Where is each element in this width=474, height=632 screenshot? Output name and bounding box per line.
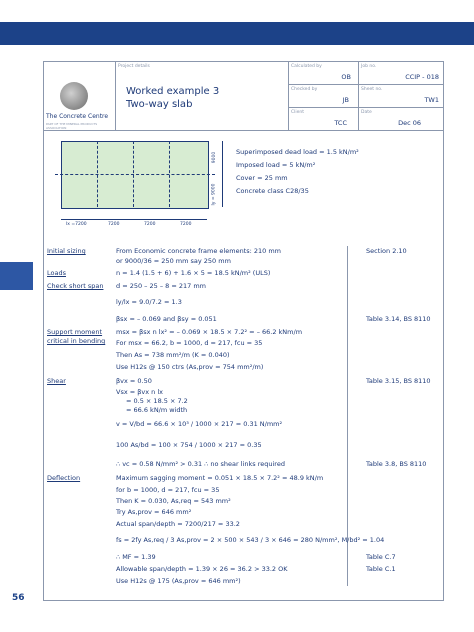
calc-line: or 9000/36 = 250 mm say 250 mm <box>116 257 231 265</box>
calc-line: = 0.5 × 18.5 × 7.2 <box>126 397 188 405</box>
calc-line: v = V/bd = 66.6 × 10³ / 1000 × 217 = 0.31 N/mm² <box>116 420 283 428</box>
calculated-by-label: Calculated by <box>291 64 322 69</box>
calc-line: Then K = 0.030, As,req = 543 mm² <box>116 497 231 505</box>
page-number: 56 <box>12 593 25 603</box>
date-value: Dec 06 <box>398 119 421 127</box>
note-line: Cover = 25 mm <box>236 174 288 182</box>
checked-by-value: JB <box>342 96 349 104</box>
calc-line: From Economic concrete frame elements: 210 mm <box>116 247 282 255</box>
date-label: Date <box>361 110 372 115</box>
section-label: Support moment critical in bending <box>47 328 106 345</box>
calc-line: For msx = 66.2, b = 1000, d = 217, fcu = 35 <box>116 339 263 347</box>
section-label: Deflection <box>47 474 81 482</box>
header-divider <box>288 107 443 108</box>
job-no-label: Job no. <box>361 64 377 69</box>
calc-line: Vsx = βvx n lx <box>116 388 164 396</box>
calc-line: βvx = 0.50 <box>116 377 152 385</box>
header-divider <box>115 61 116 130</box>
side-tab <box>0 262 33 290</box>
reference-column-divider <box>347 246 348 586</box>
reference: Section 2.10 <box>366 247 407 255</box>
reference: Table 3.15, BS 8110 <box>366 377 431 385</box>
section-label: Check short span <box>47 282 104 290</box>
reference: Table 3.14, BS 8110 <box>366 315 431 323</box>
job-no-value: CCIP - 018 <box>405 73 439 81</box>
client-value: TCC <box>334 119 347 127</box>
dim-x-3: 7200 <box>144 222 156 227</box>
calc-line: Maximum sagging moment = 0.051 × 18.5 × 7.2² = 48.9 kN/m <box>116 474 324 482</box>
calc-line: Try As,prov = 646 mm² <box>116 508 192 516</box>
section-label: Loads <box>47 269 66 277</box>
header-divider <box>288 61 289 130</box>
header-divider <box>358 61 359 130</box>
calc-line: Actual span/depth = 7200/217 = 33.2 <box>116 520 240 528</box>
dim-y-1: 9000 <box>212 151 218 164</box>
checked-by-label: Checked by <box>291 87 318 92</box>
reference: Table C.7 <box>366 553 396 561</box>
calc-line: = 66.6 kN/m width <box>126 406 188 414</box>
calc-line: Allowable span/depth = 1.39 × 26 = 36.2 > 33.2 OK <box>116 565 288 573</box>
reference: Table 3.8, BS 8110 <box>366 460 427 468</box>
section-label: Shear <box>47 377 66 385</box>
calc-line: for b = 1000, d = 217, fcu = 35 <box>116 486 220 494</box>
gridline <box>55 174 215 175</box>
sheet-no-label: Sheet no. <box>361 87 383 92</box>
calc-line: Then As = 738 mm²/m (K = 0.040) <box>116 351 230 359</box>
note-line: Superimposed dead load = 1.5 kN/m² <box>236 148 359 156</box>
calc-line: Use H12s @ 175 (As,prov = 646 mm²) <box>116 577 241 585</box>
note-line: Concrete class C28/35 <box>236 187 309 195</box>
note-line: Imposed load = 5 kN/m² <box>236 161 316 169</box>
logo-subtitle: PART OF THE MINERAL PRODUCTS ASSOCIATION <box>46 122 98 130</box>
calc-line: d = 250 – 25 – 8 = 217 mm <box>116 282 206 290</box>
calc-line: ly/lx = 9.0/7.2 = 1.3 <box>116 298 182 306</box>
calc-line: 100 As/bd = 100 × 754 / 1000 × 217 = 0.35 <box>116 441 262 449</box>
calc-line: ∴ vc = 0.58 N/mm² > 0.31 ∴ no shear links required <box>116 460 285 468</box>
concrete-centre-logo-icon <box>60 82 88 110</box>
header-divider <box>44 130 443 131</box>
page-subtitle: Two-way slab <box>126 99 193 110</box>
calc-line: n = 1.4 (1.5 + 6) + 1.6 × 5 = 18.5 kN/m² (ULS) <box>116 269 271 277</box>
header-divider <box>288 84 443 85</box>
section-label: Initial sizing <box>47 247 86 255</box>
page-title: Worked example 3 <box>126 86 220 97</box>
calc-line: msx = βsx n lx² = – 0.069 × 18.5 × 7.2² = – 66.2 kNm/m <box>116 328 303 336</box>
calc-line: ∴ MF = 1.39 <box>116 553 156 561</box>
dim-x-4: 7200 <box>180 222 192 227</box>
project-details-label: Project details <box>118 64 150 69</box>
dim-x-1: lx =7200 <box>66 222 87 227</box>
calc-line: fs = 2fy As,req / 3 As,prov = 2 × 500 × 543 / 3 × 646 = 280 N/mm², M/bd² = 1.04 <box>116 536 385 544</box>
slab-plan <box>61 141 209 209</box>
calc-line: βsx = – 0.069 and βsy = 0.051 <box>116 315 217 323</box>
top-banner <box>0 22 474 45</box>
dim-x-2: 7200 <box>108 222 120 227</box>
dimension-line <box>222 141 223 207</box>
calc-line-boxed: Use H12s @ 150 ctrs (As,prov = 754 mm²/m) <box>116 363 264 371</box>
calculated-by-value: OB <box>341 73 351 81</box>
reference: Table C.1 <box>366 565 396 573</box>
dimension-line <box>61 219 207 220</box>
logo-name: The Concrete Centre <box>46 113 109 120</box>
client-label: Client <box>291 110 305 115</box>
dim-y-2: ly = 9000 <box>211 183 217 206</box>
sheet-no-value: TW1 <box>424 96 439 104</box>
